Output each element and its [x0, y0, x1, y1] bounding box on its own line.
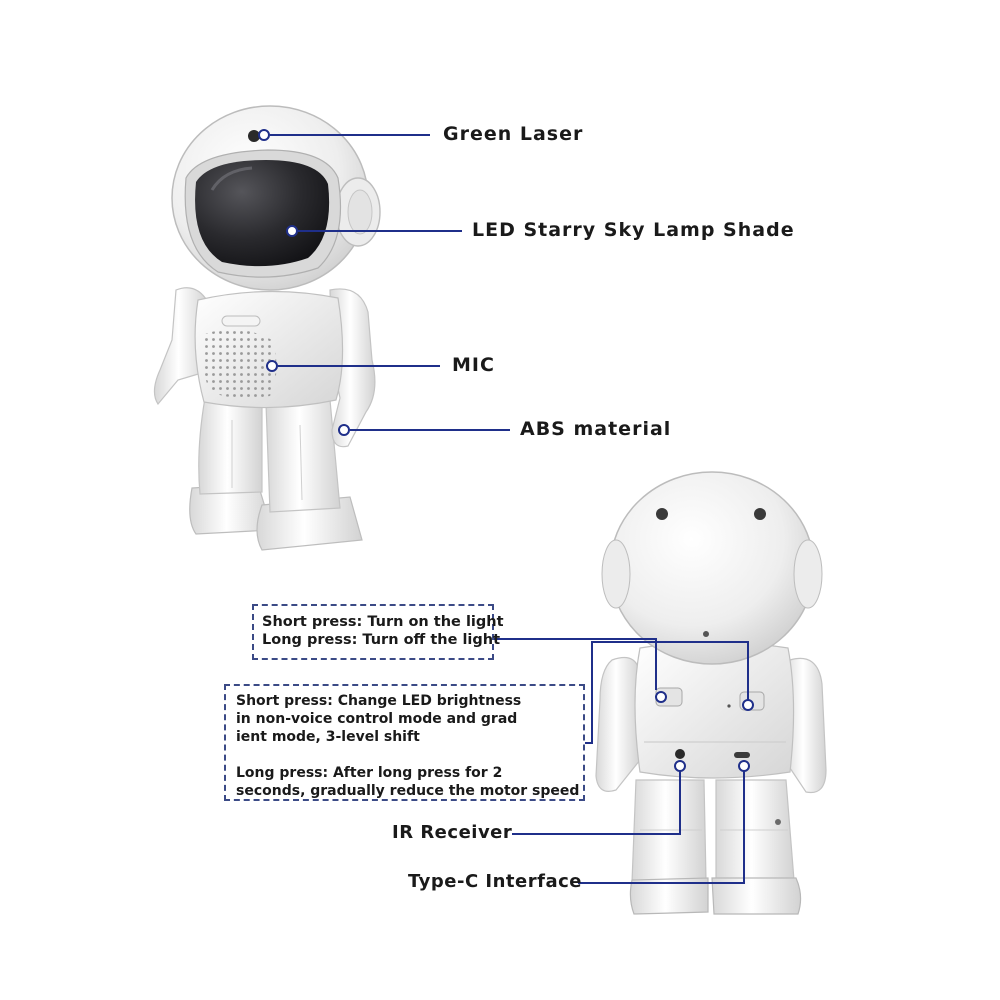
label-type-c: Type-C Interface	[408, 871, 582, 892]
dot-mode-button	[743, 700, 753, 710]
mount-hole-right	[754, 508, 766, 520]
dot-green-laser	[259, 130, 269, 140]
label-mic: MIC	[452, 354, 495, 376]
back-helmet	[610, 472, 814, 664]
back-left-arm	[596, 658, 640, 792]
left-leg	[199, 398, 262, 494]
mode-note-line-5: seconds, gradually reduce the motor speed	[236, 783, 580, 799]
label-ir-receiver: IR Receiver	[392, 822, 513, 843]
label-abs-material: ABS material	[520, 418, 672, 440]
robot-front	[154, 106, 380, 550]
back-right-ear	[794, 540, 822, 608]
dot-ir-receiver	[675, 761, 685, 771]
dot-type-c	[739, 761, 749, 771]
mode-note-line-4: Long press: After long press for 2	[236, 765, 503, 781]
speaker-grille	[202, 329, 276, 398]
power-note-line-2: Long press: Turn off the light	[262, 632, 501, 648]
back-right-leg	[716, 780, 794, 882]
mode-button-note	[224, 684, 585, 801]
visor	[195, 160, 329, 266]
robot-back	[596, 472, 826, 914]
back-left-ear	[602, 540, 630, 608]
usb-c-port	[734, 752, 750, 758]
power-button-note	[252, 604, 504, 660]
label-green-laser: Green Laser	[443, 123, 584, 145]
right-leg	[266, 400, 340, 512]
ir-window	[675, 749, 685, 759]
mount-hole-left	[656, 508, 668, 520]
dot-abs	[339, 425, 349, 435]
label-lamp-shade: LED Starry Sky Lamp Shade	[472, 219, 795, 241]
mode-note-line-3: ient mode, 3-level shift	[236, 729, 420, 745]
mode-note-line-1: Short press: Change LED brightness	[236, 693, 522, 709]
dot-mic	[267, 361, 277, 371]
mode-note-line-2: in non-voice control mode and grad	[236, 711, 518, 727]
dot-lamp-shade	[287, 226, 297, 236]
chest-slot	[222, 316, 260, 326]
power-note-line-1: Short press: Turn on the light	[262, 614, 504, 630]
back-left-leg	[632, 780, 706, 882]
dot-power-button	[656, 692, 666, 702]
